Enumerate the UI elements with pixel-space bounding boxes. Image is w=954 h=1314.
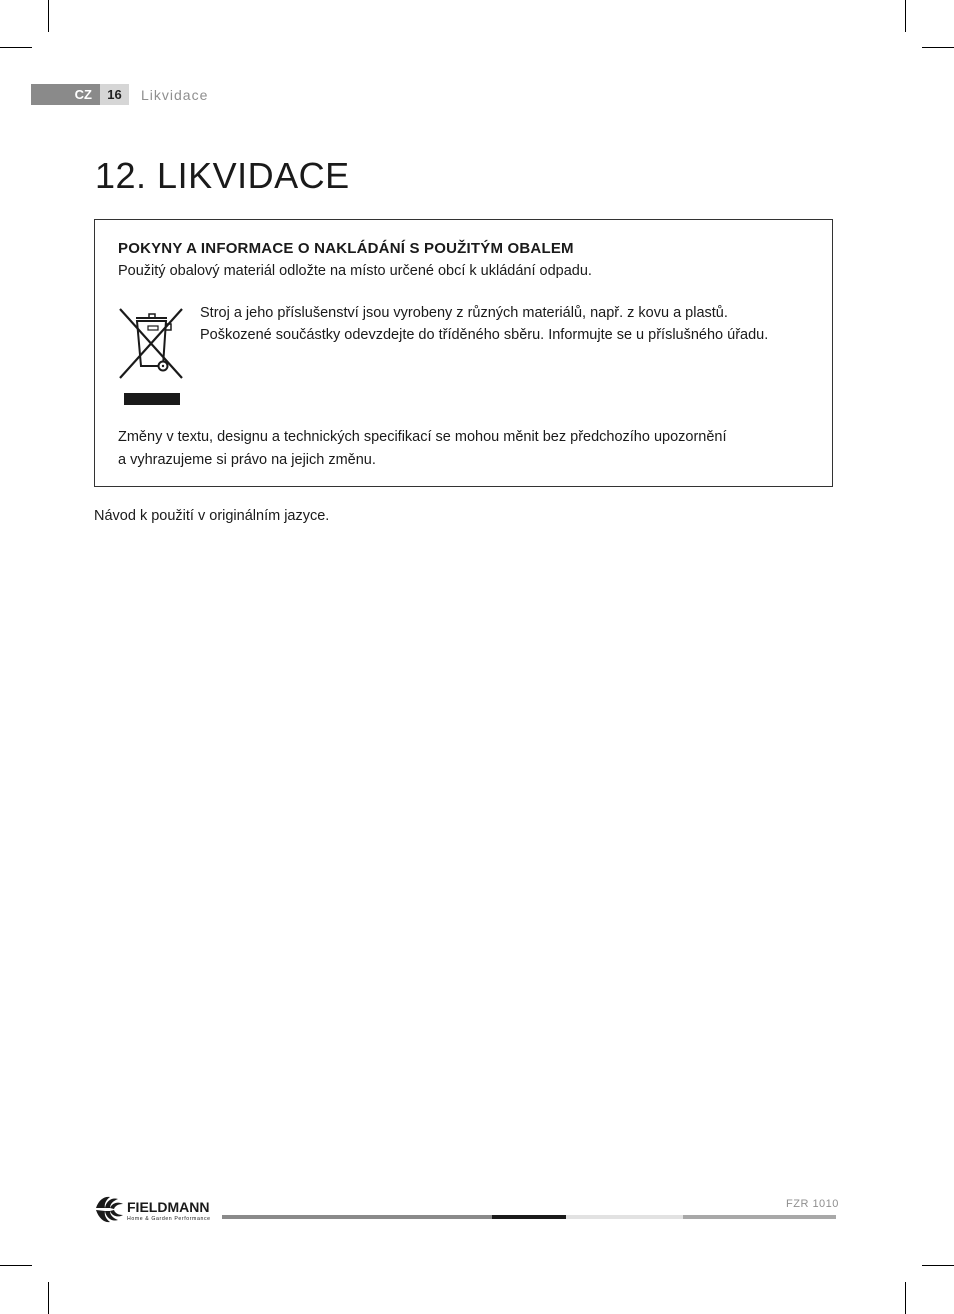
box-heading: POKYNY A INFORMACE O NAKLÁDÁNÍ S POUŽITÝM OBALEM (118, 240, 574, 257)
crop-mark (48, 1282, 49, 1314)
footer-rule (683, 1215, 836, 1219)
brand-name: FIELDMANN (127, 1199, 210, 1215)
crop-mark (0, 1265, 32, 1266)
original-language-note: Návod k použití v originálním jazyce. (94, 508, 330, 524)
model-code: FZR 1010 (786, 1198, 839, 1210)
brand-tagline: Home & Garden Performance (127, 1216, 211, 1222)
crop-mark (905, 1282, 906, 1314)
page-title: 12. LIKVIDACE (95, 155, 350, 196)
footer-rule (566, 1215, 683, 1219)
crop-mark (48, 0, 49, 32)
page-number: 16 (100, 84, 129, 105)
section-label: Likvidace (141, 86, 209, 103)
page-header (31, 84, 208, 105)
disposal-text-line: Stroj a jeho příslušenství jsou vyrobeny z různých materiálů, např. z kovu a plastů. (200, 305, 728, 321)
changes-text-line: Změny v textu, designu a technických specifikací se mohou měnit bez předchozího upozornění (118, 429, 727, 445)
language-tab: CZ (31, 84, 100, 105)
packaging-text: Použitý obalový materiál odložte na místo určené obcí k ukládání odpadu. (118, 263, 592, 279)
fieldmann-logo (93, 1193, 223, 1227)
changes-text-line: a vyhrazujeme si právo na jejich změnu. (118, 452, 376, 468)
crop-mark (905, 0, 906, 32)
crop-mark (0, 47, 32, 48)
disposal-text-line: Poškozené součástky odevzdejte do tříděného sběru. Informujte se u příslušného úřadu. (200, 327, 769, 343)
crossed-out-wheelie-bin-icon (117, 304, 185, 408)
footer-rule (222, 1215, 492, 1219)
crop-mark (922, 1265, 954, 1266)
disposal-info-box (94, 219, 833, 487)
footer-rule (492, 1215, 566, 1219)
crop-mark (922, 47, 954, 48)
